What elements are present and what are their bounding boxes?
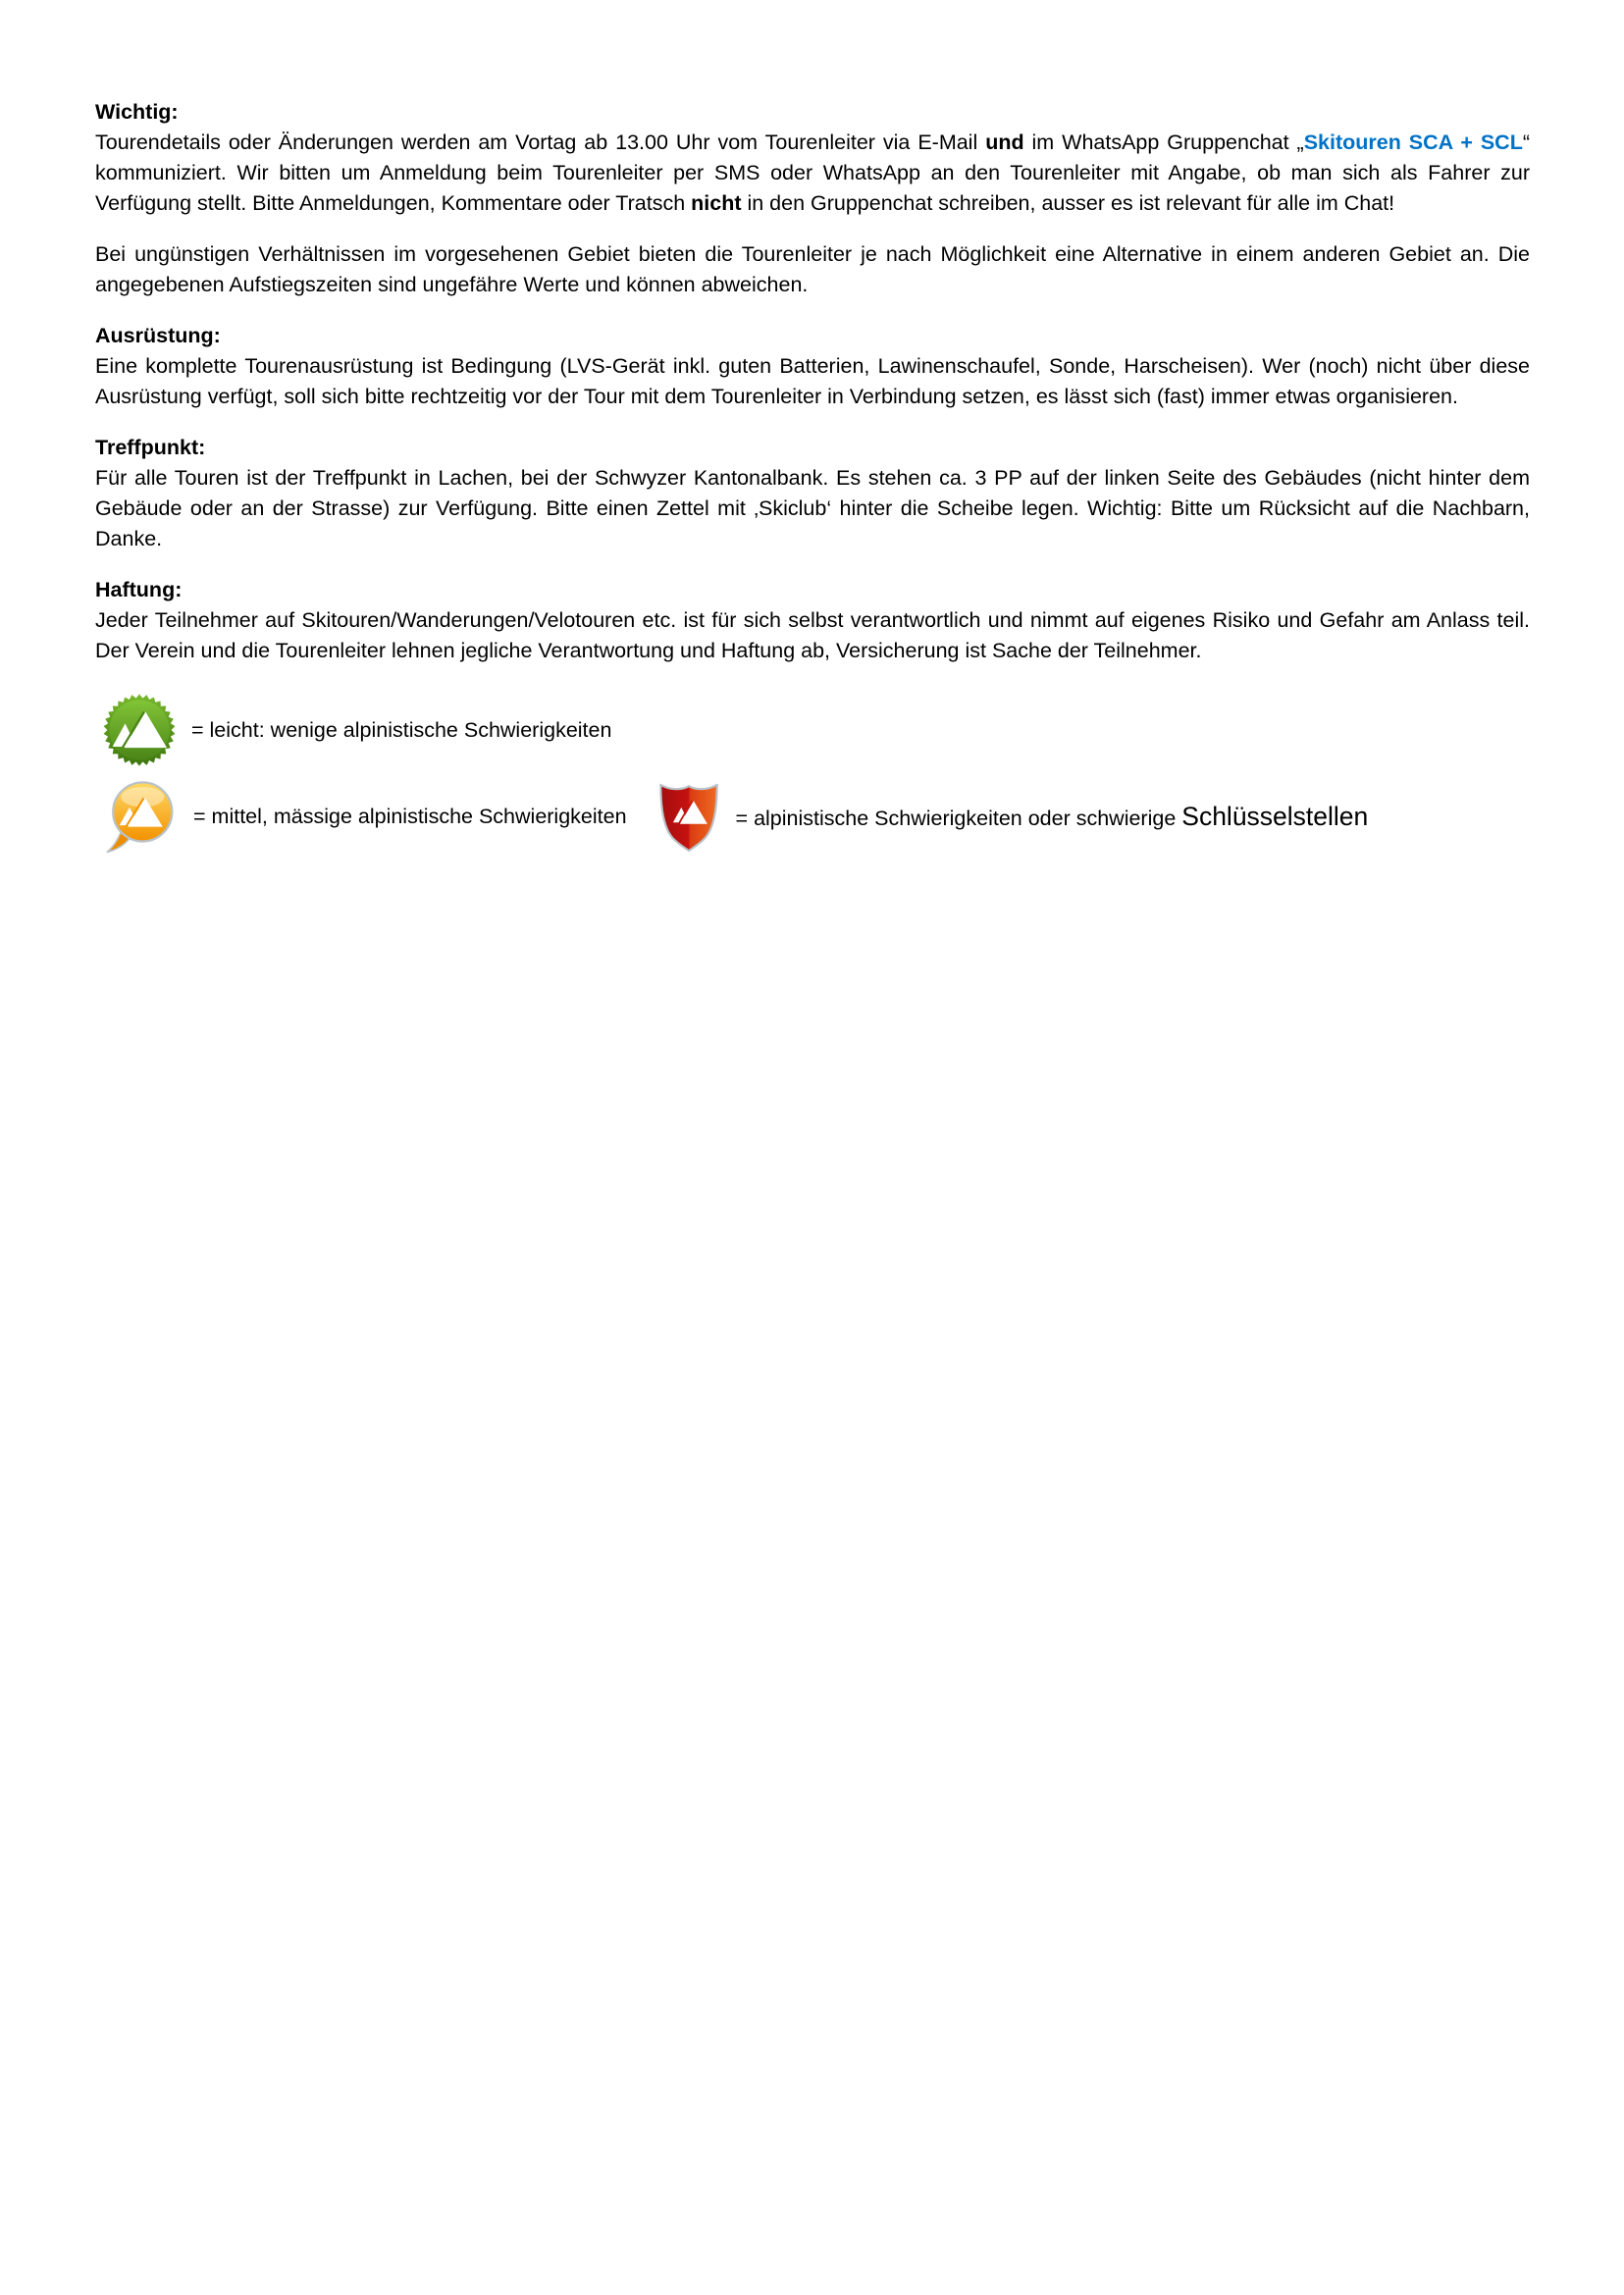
text-segment: Tourendetails oder Änderungen werden am Vortag ab 13.00 Uhr vom Tourenleiter via E-Mail xyxy=(95,130,986,154)
section-heading-treffpunkt: Treffpunkt: xyxy=(95,436,206,459)
text-segment: Für alle Touren ist der Treffpunkt in Lachen, bei der Schwyzer Kantonalbank. Es stehen ca. 3 PP auf der linken Seite des Gebäudes (nicht hinter dem Gebäude oder an der Strasse) zur Verfügung. Bitte einen Zettel mit ‚Skiclub‘ hinter die Scheibe legen. Wichtig: Bitte um Rücksicht auf die Nachbarn, Danke. xyxy=(95,466,1530,550)
text-segment: = leicht: wenige alpinistische Schwierigkeiten xyxy=(191,717,612,742)
section-heading-wichtig: Wichtig: xyxy=(95,100,179,124)
text-segment: Schlüsselstellen xyxy=(1181,801,1369,831)
legend-label-easy xyxy=(191,718,611,743)
text-segment: = mittel, mässige alpinistische Schwierigkeiten xyxy=(193,804,627,828)
text-segment: in den Gruppenchat schreiben, ausser es ist relevant für alle im Chat! xyxy=(741,191,1395,215)
section-heading-haftung: Haftung: xyxy=(95,578,183,601)
legend-row-easy xyxy=(103,687,1530,773)
medium-difficulty-icon xyxy=(103,778,178,855)
paragraph-tourendetails xyxy=(95,128,1530,219)
text-segment: = alpinistische Schwierigkeiten oder schwierige xyxy=(735,806,1182,830)
legend-row-medium-hard xyxy=(103,773,1530,860)
section-ausruestung xyxy=(95,321,1530,412)
paragraph-treffpunkt xyxy=(95,463,1530,554)
section-treffpunkt xyxy=(95,433,1530,554)
text-segment: und xyxy=(985,130,1024,154)
paragraph-verhaeltnisse xyxy=(95,239,1530,300)
legend-label-hard xyxy=(736,802,1369,832)
text-segment: Bei ungünstigen Verhältnissen im vorgesehenen Gebiet bieten die Tourenleiter je nach Möglichkeit eine Alternative in einem anderen Gebiet an. Die angegebenen Aufstiegszeiten sind ungefähre Werte und können abweichen. xyxy=(95,242,1530,296)
section-heading-ausruestung: Ausrüstung: xyxy=(95,324,221,347)
page-content xyxy=(95,97,1530,860)
hard-difficulty-icon xyxy=(655,777,723,856)
paragraph-ausruestung xyxy=(95,351,1530,412)
text-segment: Jeder Teilnehmer auf Skitouren/Wanderungen/Velotouren etc. ist für sich selbst verantwortlich und nimmt auf eigenes Risiko und Gefahr am Anlass teil. Der Verein und die Tourenleiter lehnen jegliche Verantwortung und Haftung ab, Versicherung ist Sache der Teilnehmer. xyxy=(95,608,1530,662)
section-wichtig xyxy=(95,97,1530,300)
text-segment: im WhatsApp Gruppenchat „ xyxy=(1023,130,1304,154)
paragraph-haftung xyxy=(95,605,1530,666)
text-segment: nicht xyxy=(691,191,742,215)
text-segment: “ kommuniziert. Wir bitten um Anmeldung beim Tourenleiter per SMS oder WhatsApp an den Tourenleiter mit Angabe, ob man sich als Fahrer zur Verfügung stellt. Bitte Anmeldungen, Kommentare oder Tratsch xyxy=(95,130,1531,215)
section-haftung xyxy=(95,575,1530,666)
group-chat-name: Skitouren SCA + SCL xyxy=(1303,130,1523,154)
legend-label-medium xyxy=(193,805,627,829)
text-segment: Eine komplette Tourenausrüstung ist Bedingung (LVS-Gerät inkl. guten Batterien, Lawinenschaufel, Sonde, Harscheisen). Wer (noch) nicht über diese Ausrüstung verfügt, soll sich bitte rechtzeitig vor der Tour mit dem Tourenleiter in Verbindung setzen, es lässt sich (fast) immer etwas organisieren. xyxy=(95,354,1530,408)
easy-difficulty-icon xyxy=(103,693,176,767)
difficulty-legend xyxy=(95,687,1530,860)
